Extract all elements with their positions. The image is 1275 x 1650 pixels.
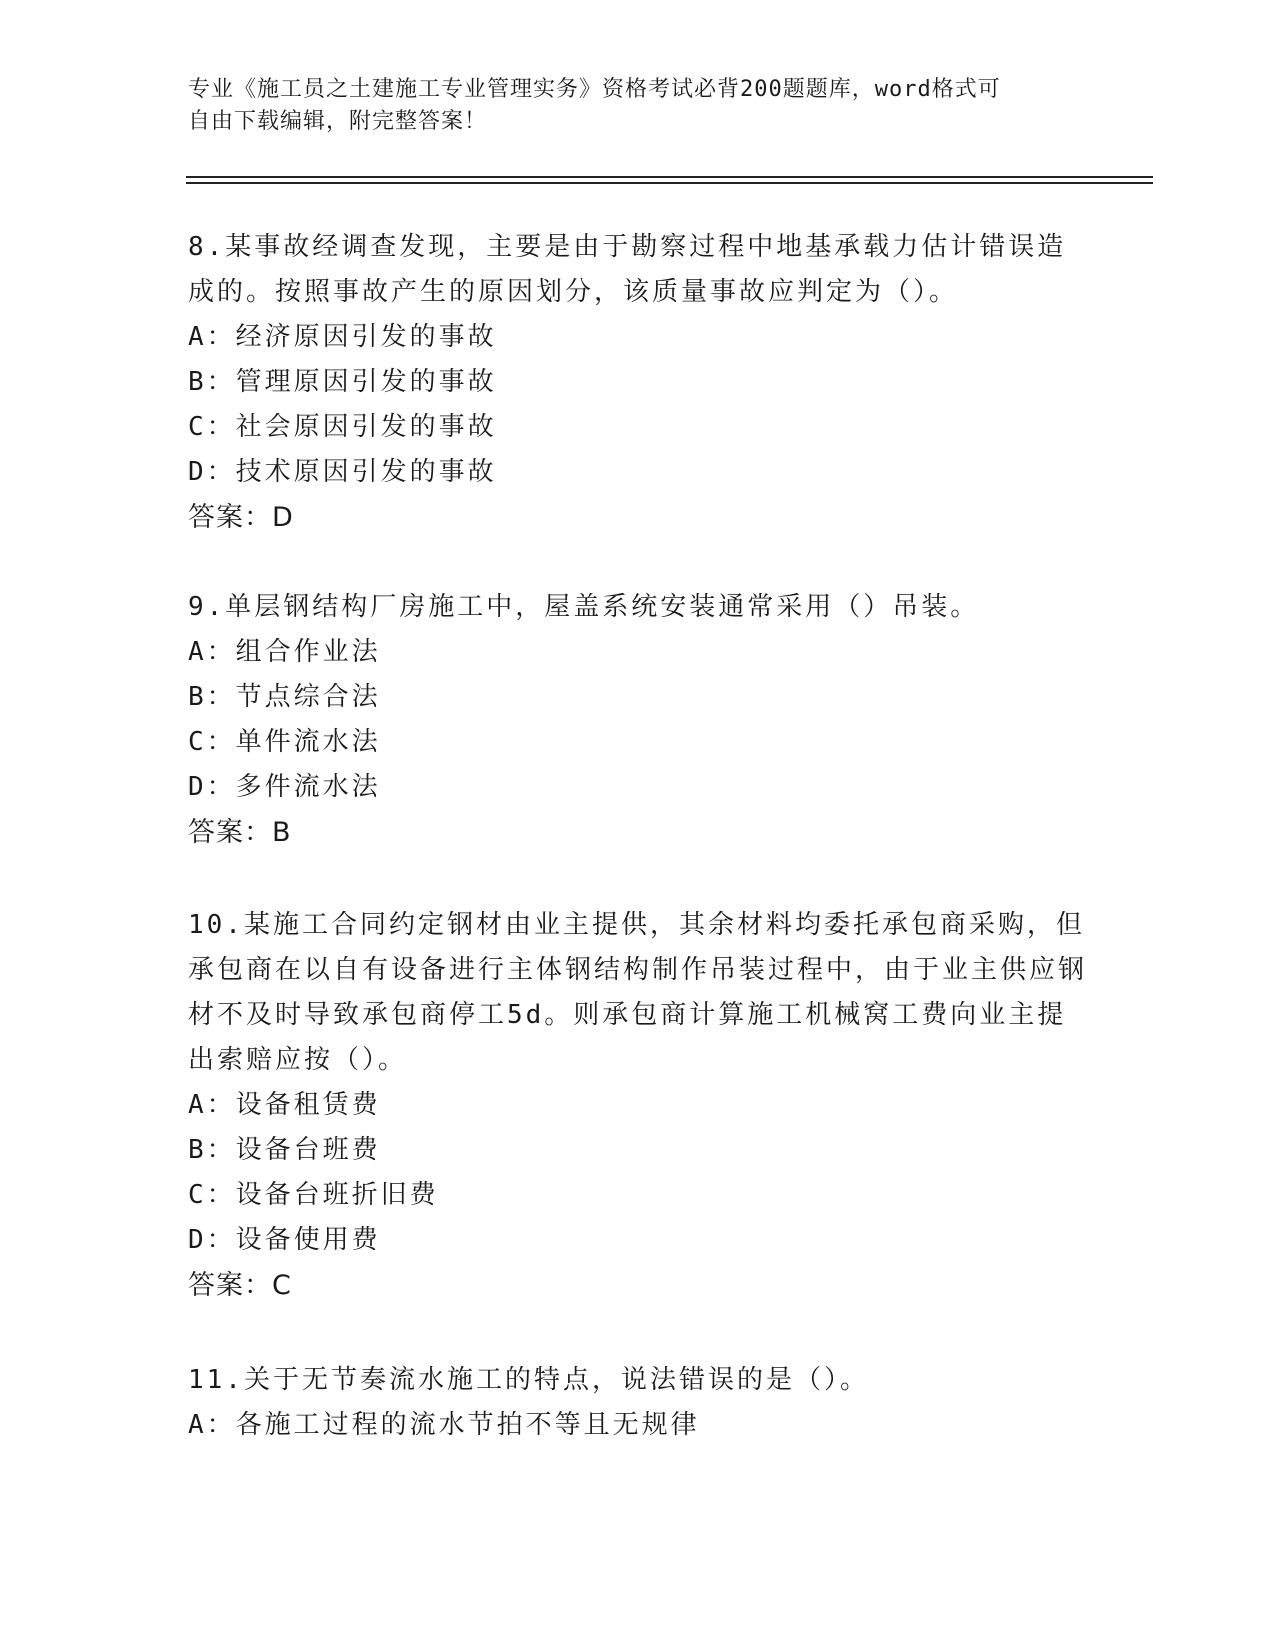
question-9 [188, 585, 1088, 856]
option-b: B：节点综合法 [188, 682, 381, 712]
question-11 [188, 1358, 1088, 1448]
option-c: C：社会原因引发的事故 [188, 412, 497, 442]
option-b: B：设备台班费 [188, 1135, 381, 1165]
header-line-1: 专业《施工员之土建施工专业管理实务》资格考试必背200题题库，word格式可 [188, 77, 1001, 102]
question-10 [188, 903, 1088, 1309]
option-b: B：管理原因引发的事故 [188, 367, 497, 397]
option-a: A：组合作业法 [188, 637, 381, 667]
question-stem: 10.某施工合同约定钢材由业主提供，其余材料均委托承包商采购，但承包商在以自有设备进行主体钢结构制作吊装过程中，由于业主供应钢材不及时导致承包商停工5d。则承包商计算施工机械窝工费向业主提出索赔应按（）。 [188, 910, 1088, 1075]
question-stem: 11.关于无节奏流水施工的特点，说法错误的是（）。 [188, 1365, 869, 1395]
document-header [188, 74, 1088, 138]
header-divider-top [186, 176, 1153, 178]
question-stem: 8.某事故经调查发现，主要是由于勘察过程中地基承载力估计错误造成的。按照事故产生的原因划分，该质量事故应判定为（）。 [188, 232, 1067, 307]
option-d: D：技术原因引发的事故 [188, 457, 497, 487]
answer: 答案：B [188, 817, 292, 848]
option-c: C：设备台班折旧费 [188, 1180, 439, 1210]
header-divider-bottom [186, 182, 1153, 184]
header-line-2: 自由下载编辑，附完整答案！ [188, 109, 488, 134]
option-a: A：各施工过程的流水节拍不等且无规律 [188, 1410, 700, 1440]
option-a: A：设备租赁费 [188, 1090, 381, 1120]
option-c: C：单件流水法 [188, 727, 381, 757]
option-a: A：经济原因引发的事故 [188, 322, 497, 352]
question-8 [188, 225, 1088, 541]
question-stem: 9.单层钢结构厂房施工中，屋盖系统安装通常采用（）吊装。 [188, 592, 980, 622]
answer: 答案：D [188, 502, 294, 533]
option-d: D：设备使用费 [188, 1225, 381, 1255]
answer: 答案：C [188, 1270, 292, 1301]
option-d: D：多件流水法 [188, 772, 381, 802]
